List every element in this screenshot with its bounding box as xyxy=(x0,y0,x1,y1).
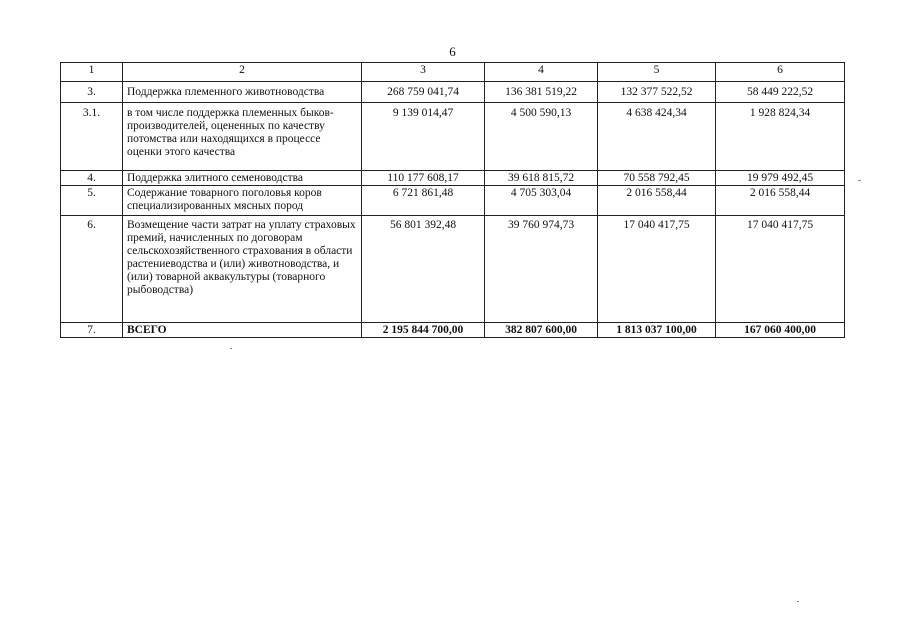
row-value: 4 705 303,04 xyxy=(485,186,598,216)
page-number: 6 xyxy=(449,44,456,59)
scan-speck xyxy=(858,180,861,181)
row-number: 7. xyxy=(61,323,123,338)
column-header: 1 xyxy=(61,63,123,82)
row-value: 1 928 824,34 xyxy=(716,103,845,171)
row-value: 4 638 424,34 xyxy=(598,103,716,171)
row-number: 3. xyxy=(61,82,123,103)
table-row xyxy=(61,216,845,323)
row-value: 19 979 492,45 xyxy=(716,171,845,186)
row-name: Поддержка племенного животноводства xyxy=(123,82,362,103)
row-name: Поддержка элитного семеноводства xyxy=(123,171,362,186)
row-value: 268 759 041,74 xyxy=(362,82,485,103)
table-row xyxy=(61,103,845,171)
row-value: 39 760 974,73 xyxy=(485,216,598,323)
row-value: 56 801 392,48 xyxy=(362,216,485,323)
table-row xyxy=(61,82,845,103)
row-value: 4 500 590,13 xyxy=(485,103,598,171)
table-row xyxy=(61,186,845,216)
row-value: 136 381 519,22 xyxy=(485,82,598,103)
row-value: 110 177 608,17 xyxy=(362,171,485,186)
column-header: 4 xyxy=(485,63,598,82)
row-value: 2 016 558,44 xyxy=(598,186,716,216)
row-name: ВСЕГО xyxy=(123,323,362,338)
row-name: в том числе поддержка племенных быков-производителей, оцененных по качеству потомства или находящихся в процессе оценки этого качества xyxy=(123,103,362,171)
row-value: 2 195 844 700,00 xyxy=(362,323,485,338)
total-row xyxy=(61,323,845,338)
row-value: 58 449 222,52 xyxy=(716,82,845,103)
table-header-row xyxy=(61,63,845,82)
scan-speck xyxy=(230,348,232,349)
row-number: 3.1. xyxy=(61,103,123,171)
column-header: 6 xyxy=(716,63,845,82)
row-value: 382 807 600,00 xyxy=(485,323,598,338)
row-value: 9 139 014,47 xyxy=(362,103,485,171)
row-name: Содержание товарного поголовья коров специализированных мясных пород xyxy=(123,186,362,216)
scan-speck xyxy=(797,601,799,602)
row-value: 167 060 400,00 xyxy=(716,323,845,338)
row-value: 132 377 522,52 xyxy=(598,82,716,103)
row-value: 39 618 815,72 xyxy=(485,171,598,186)
column-header: 2 xyxy=(123,63,362,82)
row-value: 70 558 792,45 xyxy=(598,171,716,186)
row-value: 17 040 417,75 xyxy=(716,216,845,323)
row-name: Возмещение части затрат на уплату страховых премий, начисленных по договорам сельскохозяйственного страхования в области растениеводства и (или) животноводства, и (или) товарной аквакультуры (товарного рыбоводства) xyxy=(123,216,362,323)
column-header: 3 xyxy=(362,63,485,82)
row-number: 4. xyxy=(61,171,123,186)
row-number: 5. xyxy=(61,186,123,216)
budget-table xyxy=(60,62,845,338)
table-row xyxy=(61,171,845,186)
row-value: 1 813 037 100,00 xyxy=(598,323,716,338)
column-header: 5 xyxy=(598,63,716,82)
row-value: 17 040 417,75 xyxy=(598,216,716,323)
row-number: 6. xyxy=(61,216,123,323)
row-value: 6 721 861,48 xyxy=(362,186,485,216)
row-value: 2 016 558,44 xyxy=(716,186,845,216)
